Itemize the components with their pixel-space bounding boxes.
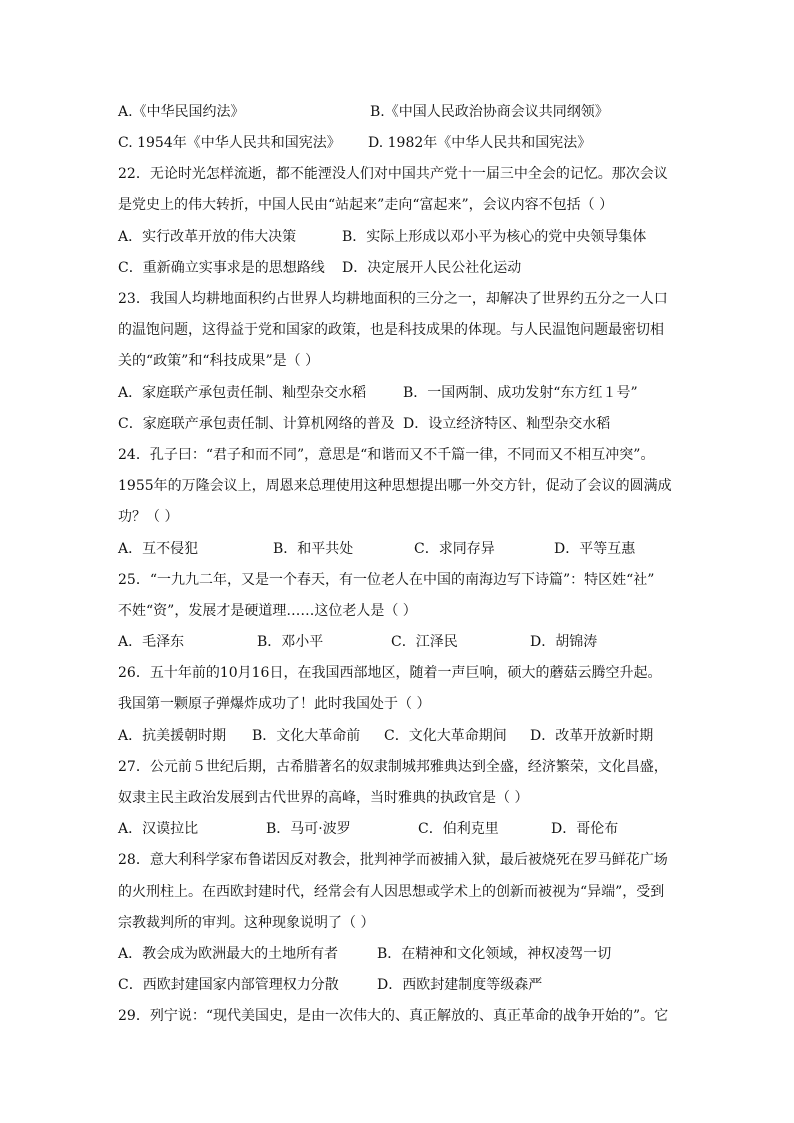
q24-option-c: C．求同存异 — [414, 541, 495, 557]
q27-stem-line-1: 27．公元前５世纪后期，古希腊著名的奴隶制城邦雅典达到全盛，经济繁荣，文化昌盛， — [118, 759, 668, 775]
q24-option-a: A．互不侵犯 — [118, 541, 199, 557]
q25-options-row — [118, 632, 688, 652]
q28-stem-line-2: 的火刑柱上。在西欧封建时代，经常会有人因思想或学术上的创新而被视为“异端”，受到 — [118, 884, 665, 900]
q23-stem-line-3: 关的“政策”和“科技成果”是（ ） — [118, 353, 320, 369]
q26-stem-line-1: 26．五十年前的10月16日，在我国西部地区，随着一声巨响，硕大的蘑菇云腾空升起。 — [118, 665, 662, 681]
q28-stem-line-1: 28．意大利科学家布鲁诺因反对教会，批判神学而被捕入狱，最后被烧死在罗马鲜花广场 — [118, 852, 668, 868]
q21-option-d: D. 1982年《中华人民共和国宪法》 — [368, 135, 592, 151]
q23-options-row-2 — [118, 414, 688, 434]
q27-options-row — [118, 819, 688, 839]
q25-option-c: C．江泽民 — [391, 634, 458, 650]
q27-option-a: A．汉谟拉比 — [118, 821, 199, 837]
q24-stem-line-1: 24．孔子曰：“君子和而不同”，意思是“和谐而又不千篇一律，不同而又不相互冲突”。 — [118, 447, 655, 463]
q24-stem-line-3: 功？（ ） — [118, 509, 179, 525]
q25-option-b: B．邓小平 — [257, 634, 324, 650]
q28-option-d: D．西欧封建制度等级森严 — [377, 977, 543, 993]
q22-option-d: D．决定展开人民公社化运动 — [342, 260, 522, 276]
q22-option-c: C．重新确立实事求是的思想路线 — [118, 260, 325, 276]
q29-stem-line-1: 29．列宁说：“现代美国史，是由一次伟大的、真正解放的、真正革命的战争开始的”。它 — [118, 1008, 669, 1024]
q28-option-c: C．西欧封建国家内部管理权力分散 — [118, 977, 339, 993]
q23-stem-line-2: 的温饱问题，这得益于党和国家的政策，也是科技成果的体现。与人民温饱问题最密切相 — [118, 322, 664, 338]
q21-option-b: B.《中国人民政治协商会议共同纲领》 — [370, 104, 609, 120]
q23-option-c: C．家庭联产承包责任制、计算机网络的普及 — [118, 416, 395, 432]
q25-option-d: D．胡锦涛 — [530, 634, 598, 650]
q23-option-a: A．家庭联产承包责任制、籼型杂交水稻 — [118, 385, 367, 401]
q27-option-c: C．伯利克里 — [418, 821, 499, 837]
q28-options-row-1 — [118, 944, 688, 964]
q28-option-a: A．教会成为欧洲最大的土地所有者 — [118, 946, 339, 962]
q27-stem-line-2: 奴隶主民主政治发展到古代世界的高峰，当时雅典的执政官是（ ） — [118, 790, 529, 806]
q28-options-row-2 — [118, 975, 688, 995]
q21-option-a: A.《中华民国约法》 — [118, 104, 245, 120]
q21-option-c: C. 1954年《中华人民共和国宪法》 — [118, 135, 341, 151]
q23-options-row-1 — [118, 383, 688, 403]
q23-option-d: D．设立经济特区、籼型杂交水稻 — [403, 416, 611, 432]
q24-option-d: D．平等互惠 — [554, 541, 636, 557]
q28-stem-line-3: 宗教裁判所的审判。这种现象说明了（ ） — [118, 915, 375, 931]
q22-option-a: A．实行改革开放的伟大决策 — [118, 229, 297, 245]
q24-option-b: B．和平共处 — [273, 541, 354, 557]
q23-option-b: B．一国两制、成功发射“东方红１号” — [403, 385, 638, 401]
q22-stem-line-2: 是党史上的伟大转折，中国人民由“站起来”走向“富起来”，会议内容不包括（ ） — [118, 197, 614, 213]
q27-option-b: B．马可·波罗 — [266, 821, 351, 837]
q24-options-row — [118, 539, 688, 559]
q28-option-b: B．在精神和文化领域，神权凌驾一切 — [377, 946, 612, 962]
q26-option-a: A．抗美援朝时期 — [118, 728, 227, 744]
q24-stem-line-2: 1955年的万隆会议上，周恩来总理使用这种思想提出哪一外交方针，促动了会议的圆满成 — [118, 478, 672, 494]
q21-options-row-2 — [118, 133, 688, 153]
q27-option-d: D．哥伦布 — [551, 821, 619, 837]
q22-option-b: B．实际上形成以邓小平为核心的党中央领导集体 — [342, 229, 647, 245]
q25-option-a: A．毛泽东 — [118, 634, 185, 650]
q26-option-b: B．文化大革命前 — [252, 728, 361, 744]
q26-option-d: D．改革开放新时期 — [530, 728, 654, 744]
q21-options-row-1 — [118, 102, 688, 122]
q22-options-row-1 — [118, 227, 688, 247]
q22-stem-line-1: 22．无论时光怎样流逝，都不能湮没人们对中国共产党十一届三中全会的记忆。那次会议 — [118, 166, 668, 182]
q23-stem-line-1: 23．我国人均耕地面积约占世界人均耕地面积的三分之一，却解决了世界约五分之一人口 — [118, 291, 668, 307]
q25-stem-line-1: 25．“一九九二年，又是一个春天，有一位老人在中国的南海边写下诗篇”：特区姓“社” — [118, 572, 655, 588]
q22-options-row-2 — [118, 258, 688, 278]
q26-stem-line-2: 我国第一颗原子弹爆炸成功了！此时我国处于（ ） — [118, 696, 431, 712]
q26-option-c: C．文化大革命期间 — [384, 728, 507, 744]
q25-stem-line-2: 不姓“资”，发展才是硬道理……这位老人是（ ） — [118, 603, 417, 619]
q26-options-row — [118, 726, 688, 746]
